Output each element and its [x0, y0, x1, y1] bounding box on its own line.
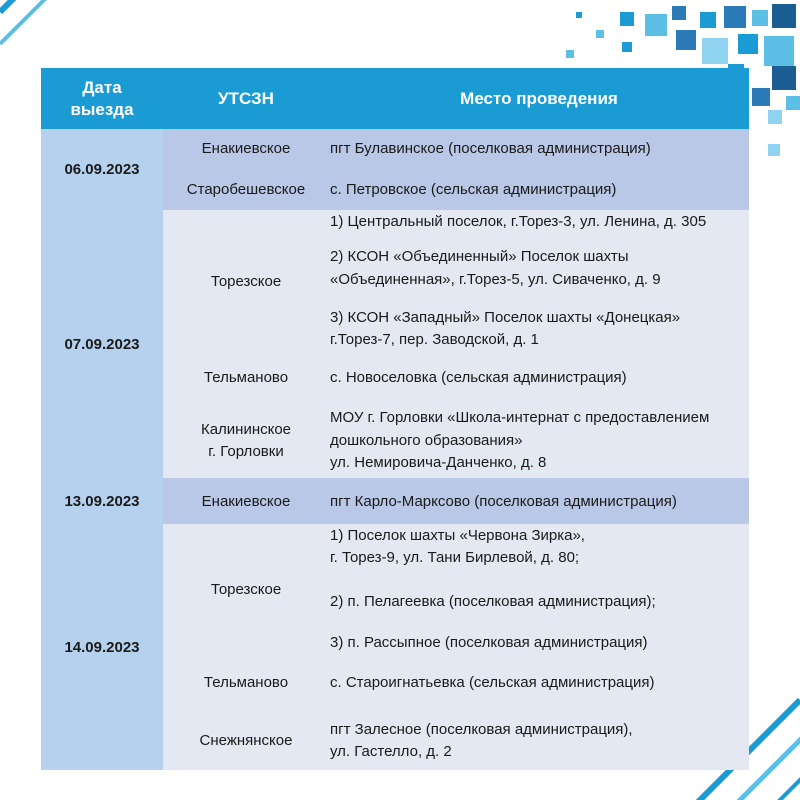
date-13-09-2023: 13.09.2023: [64, 493, 140, 510]
header-place: Место проведения: [460, 88, 618, 108]
top-left-diagonal-stripes: [0, 0, 72, 44]
place-line: 3) п. Рассыпное (поселковая администрация): [330, 634, 648, 651]
utszn-telmanovo: Тельманово: [203, 674, 289, 691]
date-07-09-2023: 07.09.2023: [64, 336, 140, 353]
utszn-starobeshevskoe: Старобешевское: [186, 181, 306, 198]
date-column: [41, 129, 163, 770]
place-staroignatevka: с. Староигнатьевка (сельская администрация): [330, 674, 655, 691]
utszn-torezskoe: Торезское: [210, 273, 282, 290]
utszn-gorlovki: г. Горловки: [208, 443, 284, 460]
header-date-line2: выезда: [70, 99, 134, 119]
place-line: дошкольного образования»: [330, 432, 523, 449]
place-line: 2) КСОН «Объединенный» Поселок шахты: [330, 248, 629, 265]
place-line: МОУ г. Горловки «Школа-интернат с предоставлением: [330, 409, 710, 426]
date-06-09-2023: 06.09.2023: [64, 161, 140, 178]
place-line: 3) КСОН «Западный» Поселок шахты «Донецкая»: [330, 309, 681, 326]
place-line: ул. Гастелло, д. 2: [330, 743, 452, 760]
header-date: [41, 68, 163, 129]
utszn-enakievskoe: Енакиевское: [201, 493, 291, 510]
place-line: «Объединенная», г.Торез-5, ул. Сиваченко, д. 9: [330, 271, 661, 288]
place-bulavinskoe: пгт Булавинское (поселковая администрация): [330, 140, 651, 157]
utszn-enakievskoe: Енакиевское: [201, 140, 291, 157]
header-date-line1: Дата: [82, 77, 122, 97]
place-line: г.Торез-7, пер. Заводской, д. 1: [330, 331, 539, 348]
date-14-09-2023: 14.09.2023: [64, 639, 140, 656]
header-utszn: УТСЗН: [218, 88, 274, 108]
utszn-telmanovo: Тельманово: [203, 369, 289, 386]
utszn-snezhnyanskoe: Снежнянское: [199, 732, 293, 749]
place-petrovskoe: с. Петровское (сельская администрация): [330, 181, 617, 198]
utszn-torezskoe: Торезское: [210, 581, 282, 598]
schedule-table: [41, 68, 749, 770]
place-line: пгт Залесное (поселковая администрация),: [330, 721, 633, 738]
place-line: ул. Немировича-Данченко, д. 8: [330, 454, 547, 471]
place-line: 2) п. Пелагеевка (поселковая администрация);: [330, 593, 656, 610]
place-karlo-marksovo: пгт Карло-Марксово (поселковая администрация): [330, 493, 677, 510]
place-novoselovka: с. Новоселовка (сельская администрация): [330, 369, 627, 386]
utszn-kalininskoe: Калининское: [200, 421, 292, 438]
table-header: [41, 68, 749, 129]
place-line: г. Торез-9, ул. Тани Бирлевой, д. 80;: [330, 549, 580, 566]
place-line: 1) Центральный поселок, г.Торез-3, ул. Ленина, д. 305: [330, 213, 707, 230]
place-line: 1) Поселок шахты «Червона Зирка»,: [330, 527, 585, 544]
